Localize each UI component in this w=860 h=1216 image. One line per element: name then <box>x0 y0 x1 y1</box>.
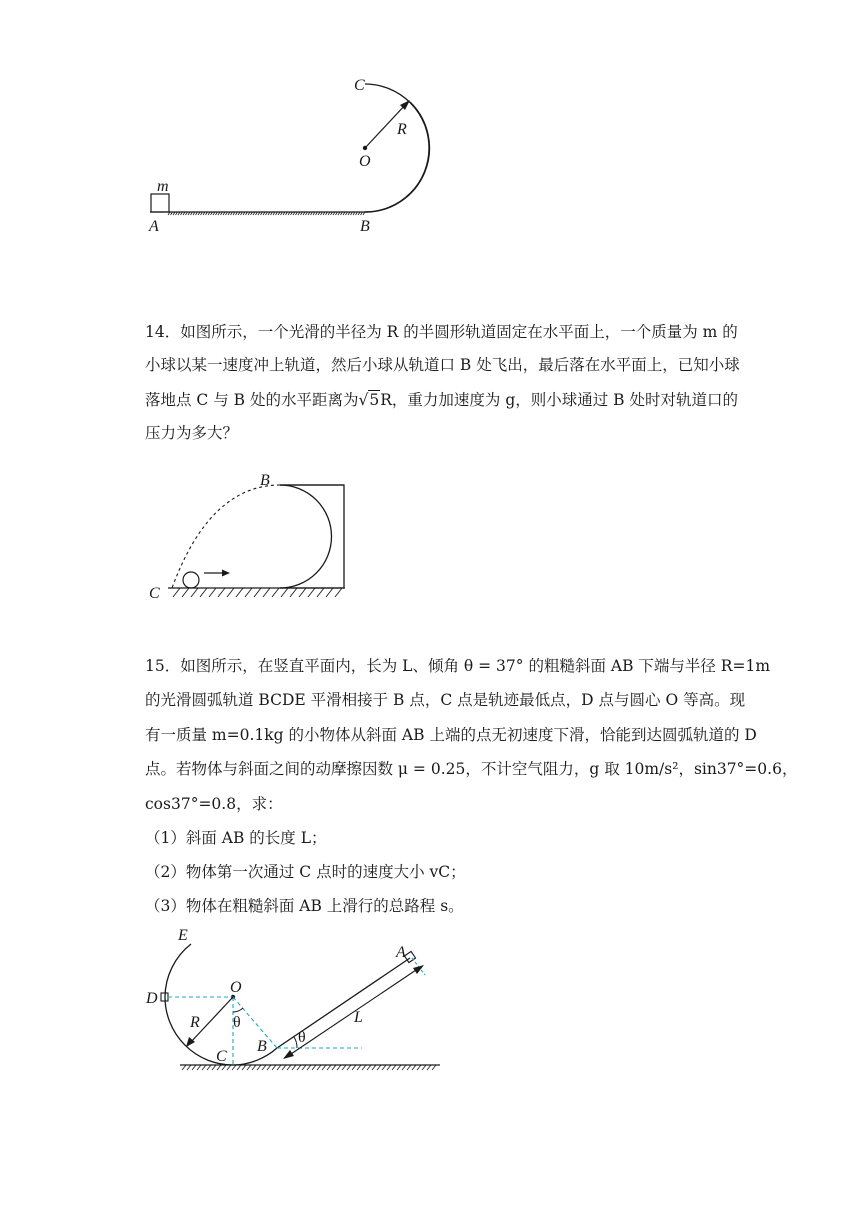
hatch-mark <box>182 1065 186 1070</box>
label-r-fig3: R <box>190 1014 200 1031</box>
hatch-mark <box>307 1065 311 1070</box>
q14-line-3 <box>145 390 738 410</box>
label-o-fig3: O <box>230 979 242 996</box>
hatch-mark <box>297 1065 301 1070</box>
hatch-mark <box>372 1065 376 1070</box>
q15-line-4: 点。若物体与斜面之间的动摩擦因数 μ = 0.25，不计空气阻力，g 取 10m/s²，sin37°=0.6， <box>145 760 798 778</box>
hatch-mark <box>317 1065 321 1070</box>
hatch-mark <box>342 1065 346 1070</box>
hatch-mark <box>337 1065 341 1070</box>
hatch-mark <box>308 588 315 597</box>
q15-sub-1: （1）斜面 AB 的长度 L； <box>145 829 327 847</box>
velocity-arrowhead <box>222 570 230 577</box>
q15-line-3: 有一质量 m=0.1kg 的小物体从斜面 AB 上端的点无初速度下滑，恰能到达圆弧轨道的 D <box>145 726 757 744</box>
label-b-fig2: B <box>260 472 270 489</box>
hatch-mark <box>362 1065 366 1070</box>
hatch-mark <box>182 588 189 597</box>
hatch-mark <box>277 1065 281 1070</box>
q15-line-5: cos37°=0.8，求： <box>145 795 283 813</box>
q15-sub-2: （2）物体第一次通过 C 点时的速度大小 vC； <box>145 863 466 881</box>
hatch-mark <box>377 1065 381 1070</box>
hatch-mark <box>267 1065 271 1070</box>
hatch-mark <box>200 588 207 597</box>
length-arrowhead-b <box>283 1050 294 1059</box>
hatch-mark <box>335 588 342 597</box>
label-e-fig3: E <box>178 927 188 944</box>
hatch-mark <box>367 1065 371 1070</box>
hatch-mark <box>292 1065 296 1070</box>
hatch-mark <box>299 588 306 597</box>
figure-2-loop-diagram <box>140 465 360 610</box>
q15-sub-3: （3）物体在粗糙斜面 AB 上滑行的总路程 s。 <box>145 897 464 915</box>
hatch-mark <box>322 1065 326 1070</box>
hatch-mark <box>254 588 261 597</box>
hatch-mark <box>417 1065 421 1070</box>
hatch-mark <box>218 588 225 597</box>
label-b: B <box>360 218 370 235</box>
hatch-mark <box>207 1065 211 1070</box>
hatch-mark <box>317 588 324 597</box>
hatch-mark <box>202 1065 206 1070</box>
hatch-mark <box>352 1065 356 1070</box>
arc-upper <box>365 84 429 212</box>
hatch-mark <box>227 588 234 597</box>
hatch-mark <box>387 1065 391 1070</box>
figure-3-incline-arc-diagram <box>140 920 450 1080</box>
hatch-mark <box>245 588 252 597</box>
hatch-mark <box>392 1065 396 1070</box>
sqrt-radicand: 5 <box>369 391 380 409</box>
label-c-fig3: C <box>216 1048 227 1065</box>
ground-hatching-2 <box>173 588 342 597</box>
semicircular-track <box>365 102 430 212</box>
hatch-mark <box>402 1065 406 1070</box>
hatch-mark <box>197 1065 201 1070</box>
q14-line-3b: R，重力加速度为 g，则小球通过 B 处时对轨道口的 <box>380 391 738 409</box>
hatch-mark <box>209 588 216 597</box>
q14-line-1: 14．如图所示，一个光滑的半径为 R 的半圆形轨道固定在水平面上，一个质量为 m 的 <box>145 323 738 341</box>
hatch-mark <box>412 1065 416 1070</box>
hatch-mark <box>302 1065 306 1070</box>
incline-ab <box>277 958 410 1048</box>
semicircle-loop <box>280 485 332 588</box>
label-b-fig3: B <box>257 1038 267 1055</box>
label-theta-b: θ <box>298 1029 306 1046</box>
q14-line-2: 小球以某一速度冲上轨道，然后小球从轨道口 B 处飞出，最后落在水平面上，已知小球 <box>145 356 740 374</box>
hatch-mark <box>422 1065 426 1070</box>
hatch-mark <box>192 1065 196 1070</box>
ground-hatching-3 <box>182 1065 436 1070</box>
angle-arc-b <box>294 1037 297 1048</box>
hatch-mark <box>272 588 279 597</box>
hatch-mark <box>262 1065 266 1070</box>
hatch-mark <box>347 1065 351 1070</box>
hatch-mark <box>272 1065 276 1070</box>
hatch-mark <box>173 588 180 597</box>
hatch-mark <box>282 1065 286 1070</box>
hatch-mark <box>257 1065 261 1070</box>
q14-line-4: 压力为多大？ <box>145 424 239 442</box>
label-theta-o: θ <box>233 1014 241 1031</box>
hatch-mark <box>191 588 198 597</box>
label-d-fig3: D <box>146 990 158 1007</box>
q15-line-2: 的光滑圆弧轨道 BCDE 平滑相接于 B 点，C 点是轨迹最低点，D 点与圆心 O 等高。现 <box>145 691 746 709</box>
angle-arc-o <box>233 1008 243 1012</box>
hatch-mark <box>237 1065 241 1070</box>
label-a-fig3: A <box>396 944 406 961</box>
label-l-fig3: L <box>354 1009 363 1026</box>
hatch-mark <box>326 588 333 597</box>
hatch-mark <box>217 1065 221 1070</box>
hatch-mark <box>263 588 270 597</box>
hatch-mark <box>332 1065 336 1070</box>
hatch-mark <box>407 1065 411 1070</box>
sqrt-5: √5 <box>358 391 380 409</box>
label-m: m <box>157 178 169 195</box>
hatch-mark <box>432 1065 436 1070</box>
q14-line-3a: 落地点 C 与 B 处的水平距离为 <box>145 391 359 409</box>
hatch-mark <box>397 1065 401 1070</box>
hatch-mark <box>187 1065 191 1070</box>
hatch-mark <box>247 1065 251 1070</box>
figure-1-track-diagram <box>140 70 450 240</box>
hatch-mark <box>227 1065 231 1070</box>
label-a: A <box>149 218 159 235</box>
hatch-mark <box>252 1065 256 1070</box>
hatch-mark <box>290 588 297 597</box>
hatch-mark <box>232 1065 236 1070</box>
ball <box>183 572 199 588</box>
hatch-mark <box>242 1065 246 1070</box>
label-c-fig2: C <box>149 585 160 602</box>
label-r: R <box>397 121 407 138</box>
hatch-mark <box>312 1065 316 1070</box>
label-c: C <box>354 77 365 94</box>
hatch-mark <box>236 588 243 597</box>
label-o: O <box>359 153 371 170</box>
hatch-mark <box>281 588 288 597</box>
hatch-mark <box>382 1065 386 1070</box>
hatch-mark <box>287 1065 291 1070</box>
hatch-mark <box>212 1065 216 1070</box>
hatch-mark <box>222 1065 226 1070</box>
track-frame <box>280 485 344 588</box>
hatch-mark <box>357 1065 361 1070</box>
hatch-mark <box>327 1065 331 1070</box>
hatch-mark <box>427 1065 431 1070</box>
q15-line-1: 15．如图所示，在竖直平面内，长为 L、倾角 θ = 37° 的粗糙斜面 AB 下端与半径 R=1m <box>145 657 771 675</box>
block-m <box>151 194 169 212</box>
